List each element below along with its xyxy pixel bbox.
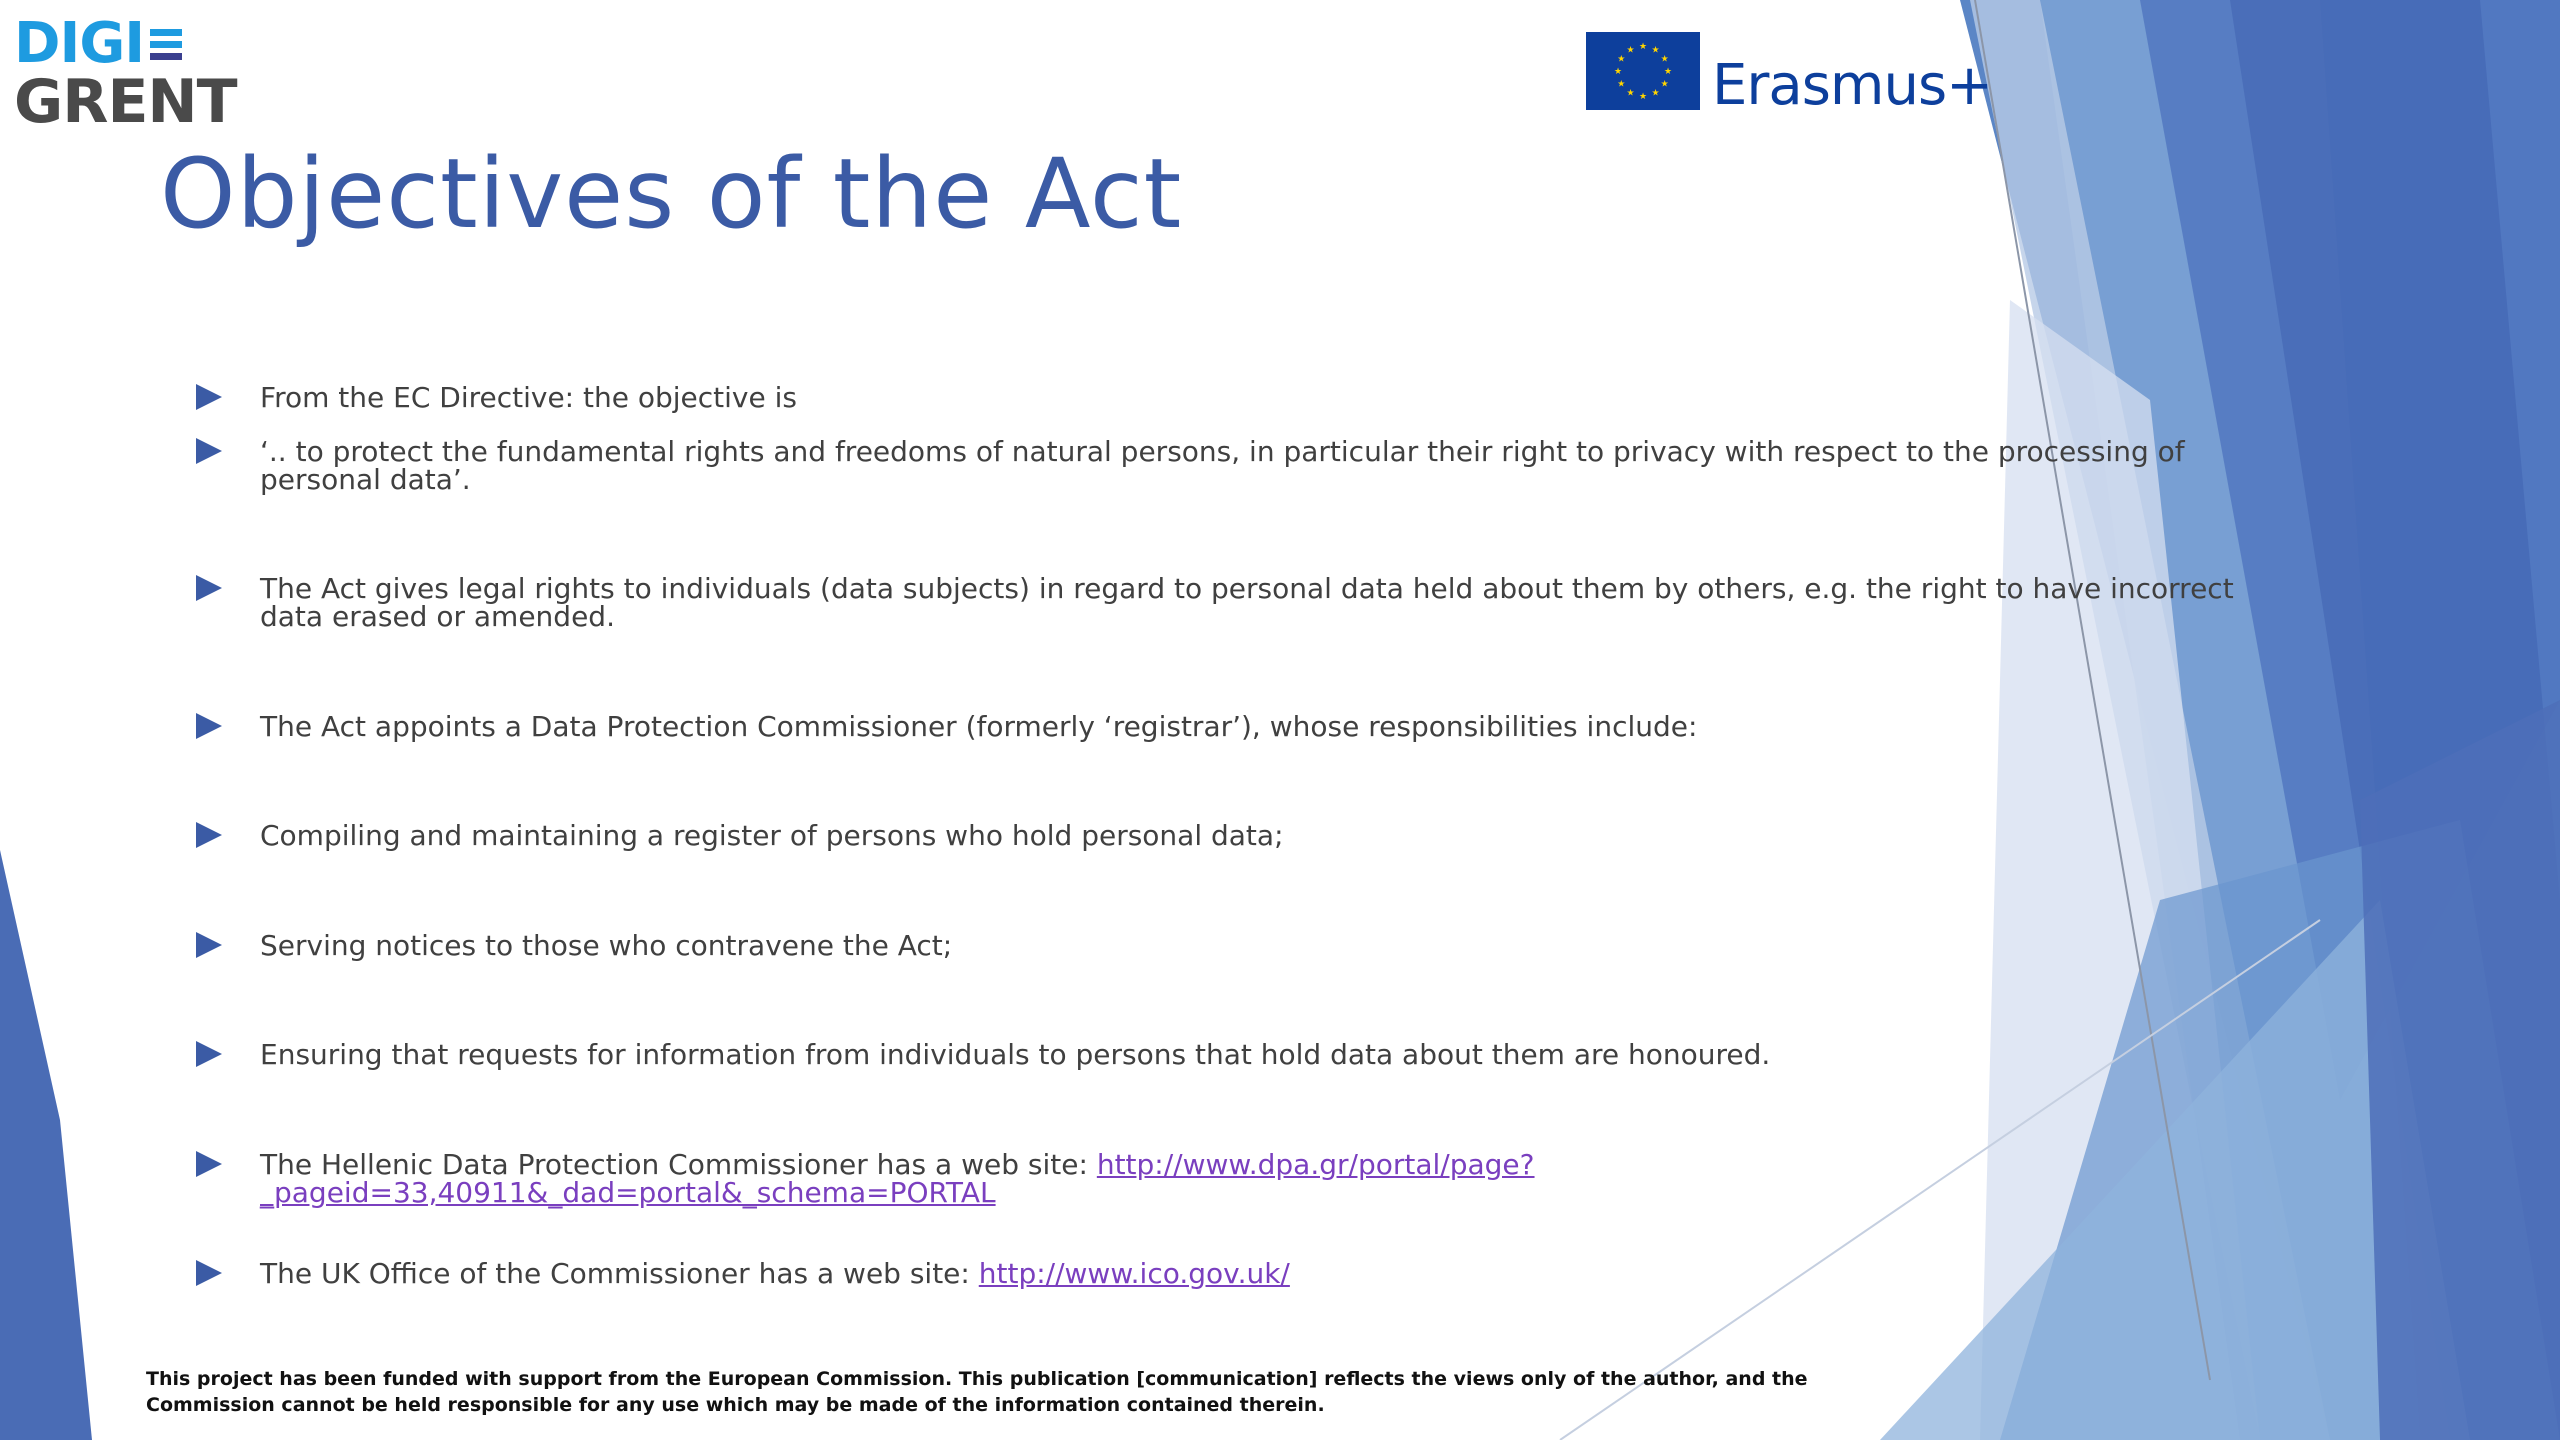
funding-disclaimer: This project has been funded with support from the European Commission. This publication [communication] reflects the views only of the author, and the Commission cannot be held responsible for any use which may be made of the information contained therein. [146,1368,1808,1416]
bullet-arrow-icon [196,1151,222,1177]
slide-title: Objectives of the Act [160,138,1183,250]
bullet-arrow-icon [196,713,222,739]
bullet-arrow-icon [196,384,222,410]
bullet-item [196,1038,2236,1071]
bullet-arrow-icon [196,932,222,958]
bullet-arrow-icon [196,438,222,464]
logo-digi-text: DIGI [14,11,145,76]
digigrent-logo [14,11,237,137]
bullet-item [196,819,2236,852]
bullet-text: Serving notices to those who contravene the Act; [260,929,953,962]
bullet-text [260,1257,1290,1290]
logo-bars-icon [150,29,182,60]
bullet-arrow-icon [196,575,222,601]
bullet-arrow-icon [196,1041,222,1067]
eu-star-icon: ★ [1663,67,1673,77]
eu-star-icon: ★ [1651,45,1660,56]
eu-star-icon: ★ [1651,88,1660,99]
bullet-item [196,572,2236,633]
bullet-text-prefix: The UK Office of the Commissioner has a web site: [260,1257,979,1290]
bullet-text: The Act gives legal rights to individuals (data subjects) in regard to personal data held about them by others, e.g. the right to have incorrect data erased or amended. [260,572,2234,633]
logo-grent-text: GRENT [14,67,237,137]
uk-ico-link[interactable]: http://www.ico.gov.uk/ [978,1257,1290,1290]
bullet-item [196,1257,2236,1290]
bullet-item [196,435,2236,496]
eu-star-icon: ★ [1613,67,1623,77]
eu-star-icon: ★ [1638,42,1648,52]
bullet-arrow-icon [196,822,222,848]
bullet-text: The Act appoints a Data Protection Commissioner (formerly ‘registrar’), whose responsibilities include: [260,710,1698,743]
eu-flag-icon [1586,32,1700,110]
bullet-text-prefix: The Hellenic Data Protection Commissioner has a web site: [260,1148,1097,1181]
bullet-text: Compiling and maintaining a register of persons who hold personal data; [260,819,1284,852]
bullet-text: ‘.. to protect the fundamental rights and freedoms of natural persons, in particular their right to privacy with respect to the processing of personal data’. [260,435,2185,496]
bullet-text: Ensuring that requests for information from individuals to persons that hold data about them are honoured. [260,1038,1771,1071]
bullet-item [196,929,2236,962]
erasmus-logo [1586,32,1993,118]
eu-star-icon: ★ [1638,92,1648,102]
bullet-item [196,710,2236,743]
bullet-item [196,1148,2236,1209]
erasmus-label: Erasmus+ [1712,53,1993,118]
hellenic-dpa-link[interactable]: http://www.dpa.gr/portal/page?_pageid=33,40911&_dad=portal&_schema=PORTAL [260,1148,1535,1209]
bullet-item [196,381,2236,414]
eu-star-icon: ★ [1626,88,1635,99]
bullet-text: From the EC Directive: the objective is [260,381,797,414]
eu-star-icon: ★ [1617,54,1626,65]
bullet-text [260,1148,2236,1209]
eu-star-icon: ★ [1660,54,1669,65]
eu-star-icon: ★ [1626,45,1635,56]
eu-star-icon: ★ [1660,79,1669,90]
bullet-arrow-icon [196,1260,222,1286]
eu-star-icon: ★ [1617,79,1626,90]
